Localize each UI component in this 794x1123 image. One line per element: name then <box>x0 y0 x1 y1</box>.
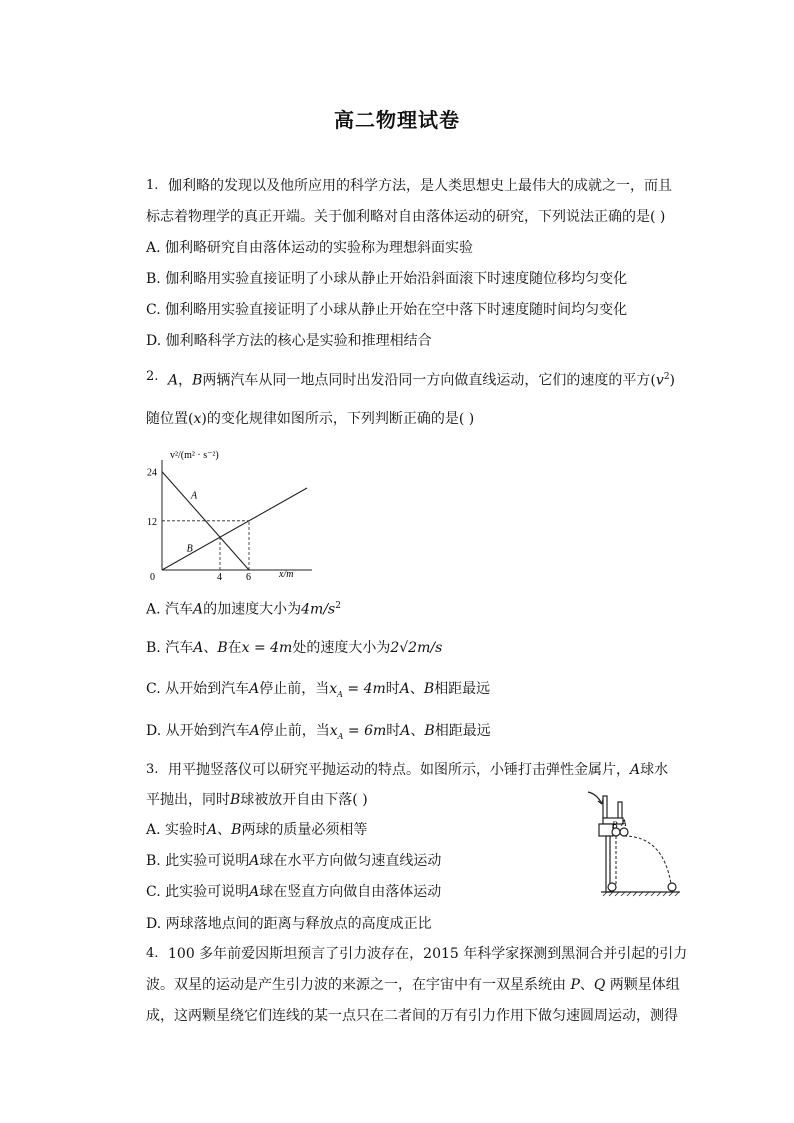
option-c[interactable] <box>146 679 490 705</box>
text: 随位置( <box>146 411 194 427</box>
subscript: A <box>337 731 344 741</box>
question-number: 2. <box>146 369 159 384</box>
option-a[interactable] <box>146 596 341 620</box>
parabolic-trajectory <box>624 836 671 884</box>
math: x <box>329 681 338 697</box>
var: P <box>570 977 580 993</box>
ball-a-landing <box>668 883 676 891</box>
text: 的加速度大小为 <box>203 601 302 618</box>
var: A <box>630 762 641 778</box>
var: A <box>193 640 204 656</box>
text: 在 <box>227 640 242 656</box>
var: B <box>424 723 435 739</box>
math: = 4m <box>342 681 386 697</box>
ball-a-start <box>620 828 628 836</box>
superscript: 2 <box>663 372 670 382</box>
text: 停止前，当 <box>259 723 330 739</box>
var: A <box>207 822 218 838</box>
projectile-apparatus-figure <box>583 786 683 902</box>
var: A <box>399 681 410 697</box>
x-tick-label: 4 <box>217 572 222 583</box>
var: A <box>168 372 179 389</box>
text: D. 从开始到汽车 <box>146 723 250 739</box>
x-tick-label: 6 <box>246 572 251 583</box>
math: x = 4m <box>241 640 293 656</box>
option-a[interactable]: A. 伽利略研究自由落体运动的实验称为理想斜面实验 <box>146 240 474 256</box>
var: A <box>249 853 260 869</box>
text: 两球的质量必须相等 <box>241 822 368 838</box>
option-d[interactable]: D. 两球落地点间的距离与释放点的高度成正比 <box>146 916 432 932</box>
text: 处的速度大小为 <box>292 640 391 656</box>
text: 、 <box>579 977 594 993</box>
math: = 6m <box>343 723 387 739</box>
text: 球被放开自由下落( ) <box>240 792 368 808</box>
text: 、 <box>217 822 232 838</box>
y-tick-label: 12 <box>147 516 157 528</box>
question-text-line <box>146 975 680 995</box>
text: B. 汽车 <box>146 640 194 656</box>
text: 平抛出，同时 <box>146 792 230 808</box>
math: 4m/s <box>301 601 336 618</box>
stand-block <box>599 824 613 836</box>
text: 球水 <box>640 762 669 778</box>
text: 波。双星的运动是产生引力波的来源之一，在宇宙中有一双星系统由 <box>146 977 571 993</box>
question-number: 4. <box>146 946 159 961</box>
question-text-line <box>168 367 675 391</box>
var: B <box>230 792 241 808</box>
option-c[interactable] <box>146 882 441 902</box>
var: A <box>193 601 204 618</box>
text: C. 从开始到汽车 <box>146 681 250 697</box>
var: A <box>249 723 260 739</box>
text: 、 <box>203 640 218 656</box>
y-axis-label: v²/(m² · s⁻²) <box>170 450 219 461</box>
option-d[interactable]: D. 伽利略科学方法的核心是实验和推理相结合 <box>146 333 432 349</box>
x-tick-label: 0 <box>150 572 155 583</box>
option-b[interactable] <box>146 638 442 658</box>
var: x <box>193 411 202 427</box>
var: B <box>231 822 242 838</box>
text: )的变化规律如图所示，下列判断正确的是( ) <box>201 411 475 427</box>
option-c[interactable]: C. 伽利略用实验直接证明了小球从静止开始在空中落下时速度随时间均匀变化 <box>146 302 628 318</box>
question-text-line: 成，这两颗星绕它们连线的某一点只在二者间的万有引力作用下做匀速圆周运动，测得 <box>146 1008 678 1024</box>
text: 、 <box>409 681 424 697</box>
var: A <box>400 723 411 739</box>
question-number: 3. <box>146 762 159 777</box>
text: A. 实验时 <box>146 822 208 838</box>
text: 时 <box>386 723 401 739</box>
ball-a-label: A <box>621 818 627 828</box>
math: x <box>329 723 338 739</box>
question-text-line: 标志着物理学的真正开端。关于伽利略对自由落体运动的研究，下列说法正确的是( ) <box>146 209 666 225</box>
superscript: 2 <box>335 601 341 611</box>
text: 停止前，当 <box>259 681 330 697</box>
text: 两辆汽车从同一地点同时出发沿同一方向做直线运动，它们的速度的平方( <box>202 372 656 389</box>
text: 相距最远 <box>434 723 491 739</box>
text: ) <box>669 372 676 389</box>
var: Q <box>593 977 606 993</box>
ball-b-label: B <box>612 820 618 830</box>
question-number: 1. <box>146 178 159 193</box>
question-text-line <box>146 409 474 429</box>
series-label-A: A <box>191 490 198 502</box>
question-text-line: 100 多年前爱因斯坦预言了引力波存在，2015 年科学家探测到黑洞合并引起的引力 <box>168 946 688 962</box>
text: 球在水平方向做匀速直线运动 <box>259 853 442 869</box>
text: 时 <box>385 681 400 697</box>
option-a[interactable] <box>146 820 367 840</box>
text: A. 汽车 <box>146 601 194 618</box>
option-b[interactable]: B. 伽利略用实验直接证明了小球从静止开始沿斜面滚下时速度随位移均匀变化 <box>146 271 628 287</box>
var: B <box>217 640 228 656</box>
var: v <box>655 372 664 389</box>
option-d[interactable] <box>146 721 491 747</box>
var: A <box>249 884 260 900</box>
hammer-handle <box>603 796 607 818</box>
text: B. 此实验可说明 <box>146 853 250 869</box>
var: B <box>423 681 435 697</box>
option-b[interactable] <box>146 851 441 871</box>
ball-b-landing <box>608 883 616 891</box>
text: 用平抛竖落仪可以研究平抛运动的特点。如图所示，小锤打击弹性金属片， <box>168 762 630 778</box>
question-text-line <box>168 760 668 780</box>
text: 球在竖直方向做自由落体运动 <box>259 884 442 900</box>
text: 、 <box>410 723 425 739</box>
text: 相距最远 <box>434 681 491 697</box>
series-label-B: B <box>186 543 193 555</box>
subscript: A <box>337 689 343 699</box>
x-axis-label: x/m <box>279 569 294 580</box>
series-line-A <box>162 472 249 570</box>
question-text-line: 伽利略的发现以及他所应用的科学方法，是人类思想史上最伟大的成就之一，而且 <box>168 178 672 194</box>
math: 2√2m/s <box>390 640 443 656</box>
series-line-B <box>162 488 307 570</box>
question-text-line <box>146 790 368 810</box>
text: ， <box>178 372 193 389</box>
v2-x-chart <box>142 446 312 586</box>
text: C. 此实验可说明 <box>146 884 250 900</box>
text: 两颗星体组 <box>605 977 680 993</box>
var: B <box>192 372 203 389</box>
y-tick-label: 24 <box>147 467 157 479</box>
page-title: 高二物理试卷 <box>334 108 460 132</box>
var: A <box>249 681 260 697</box>
